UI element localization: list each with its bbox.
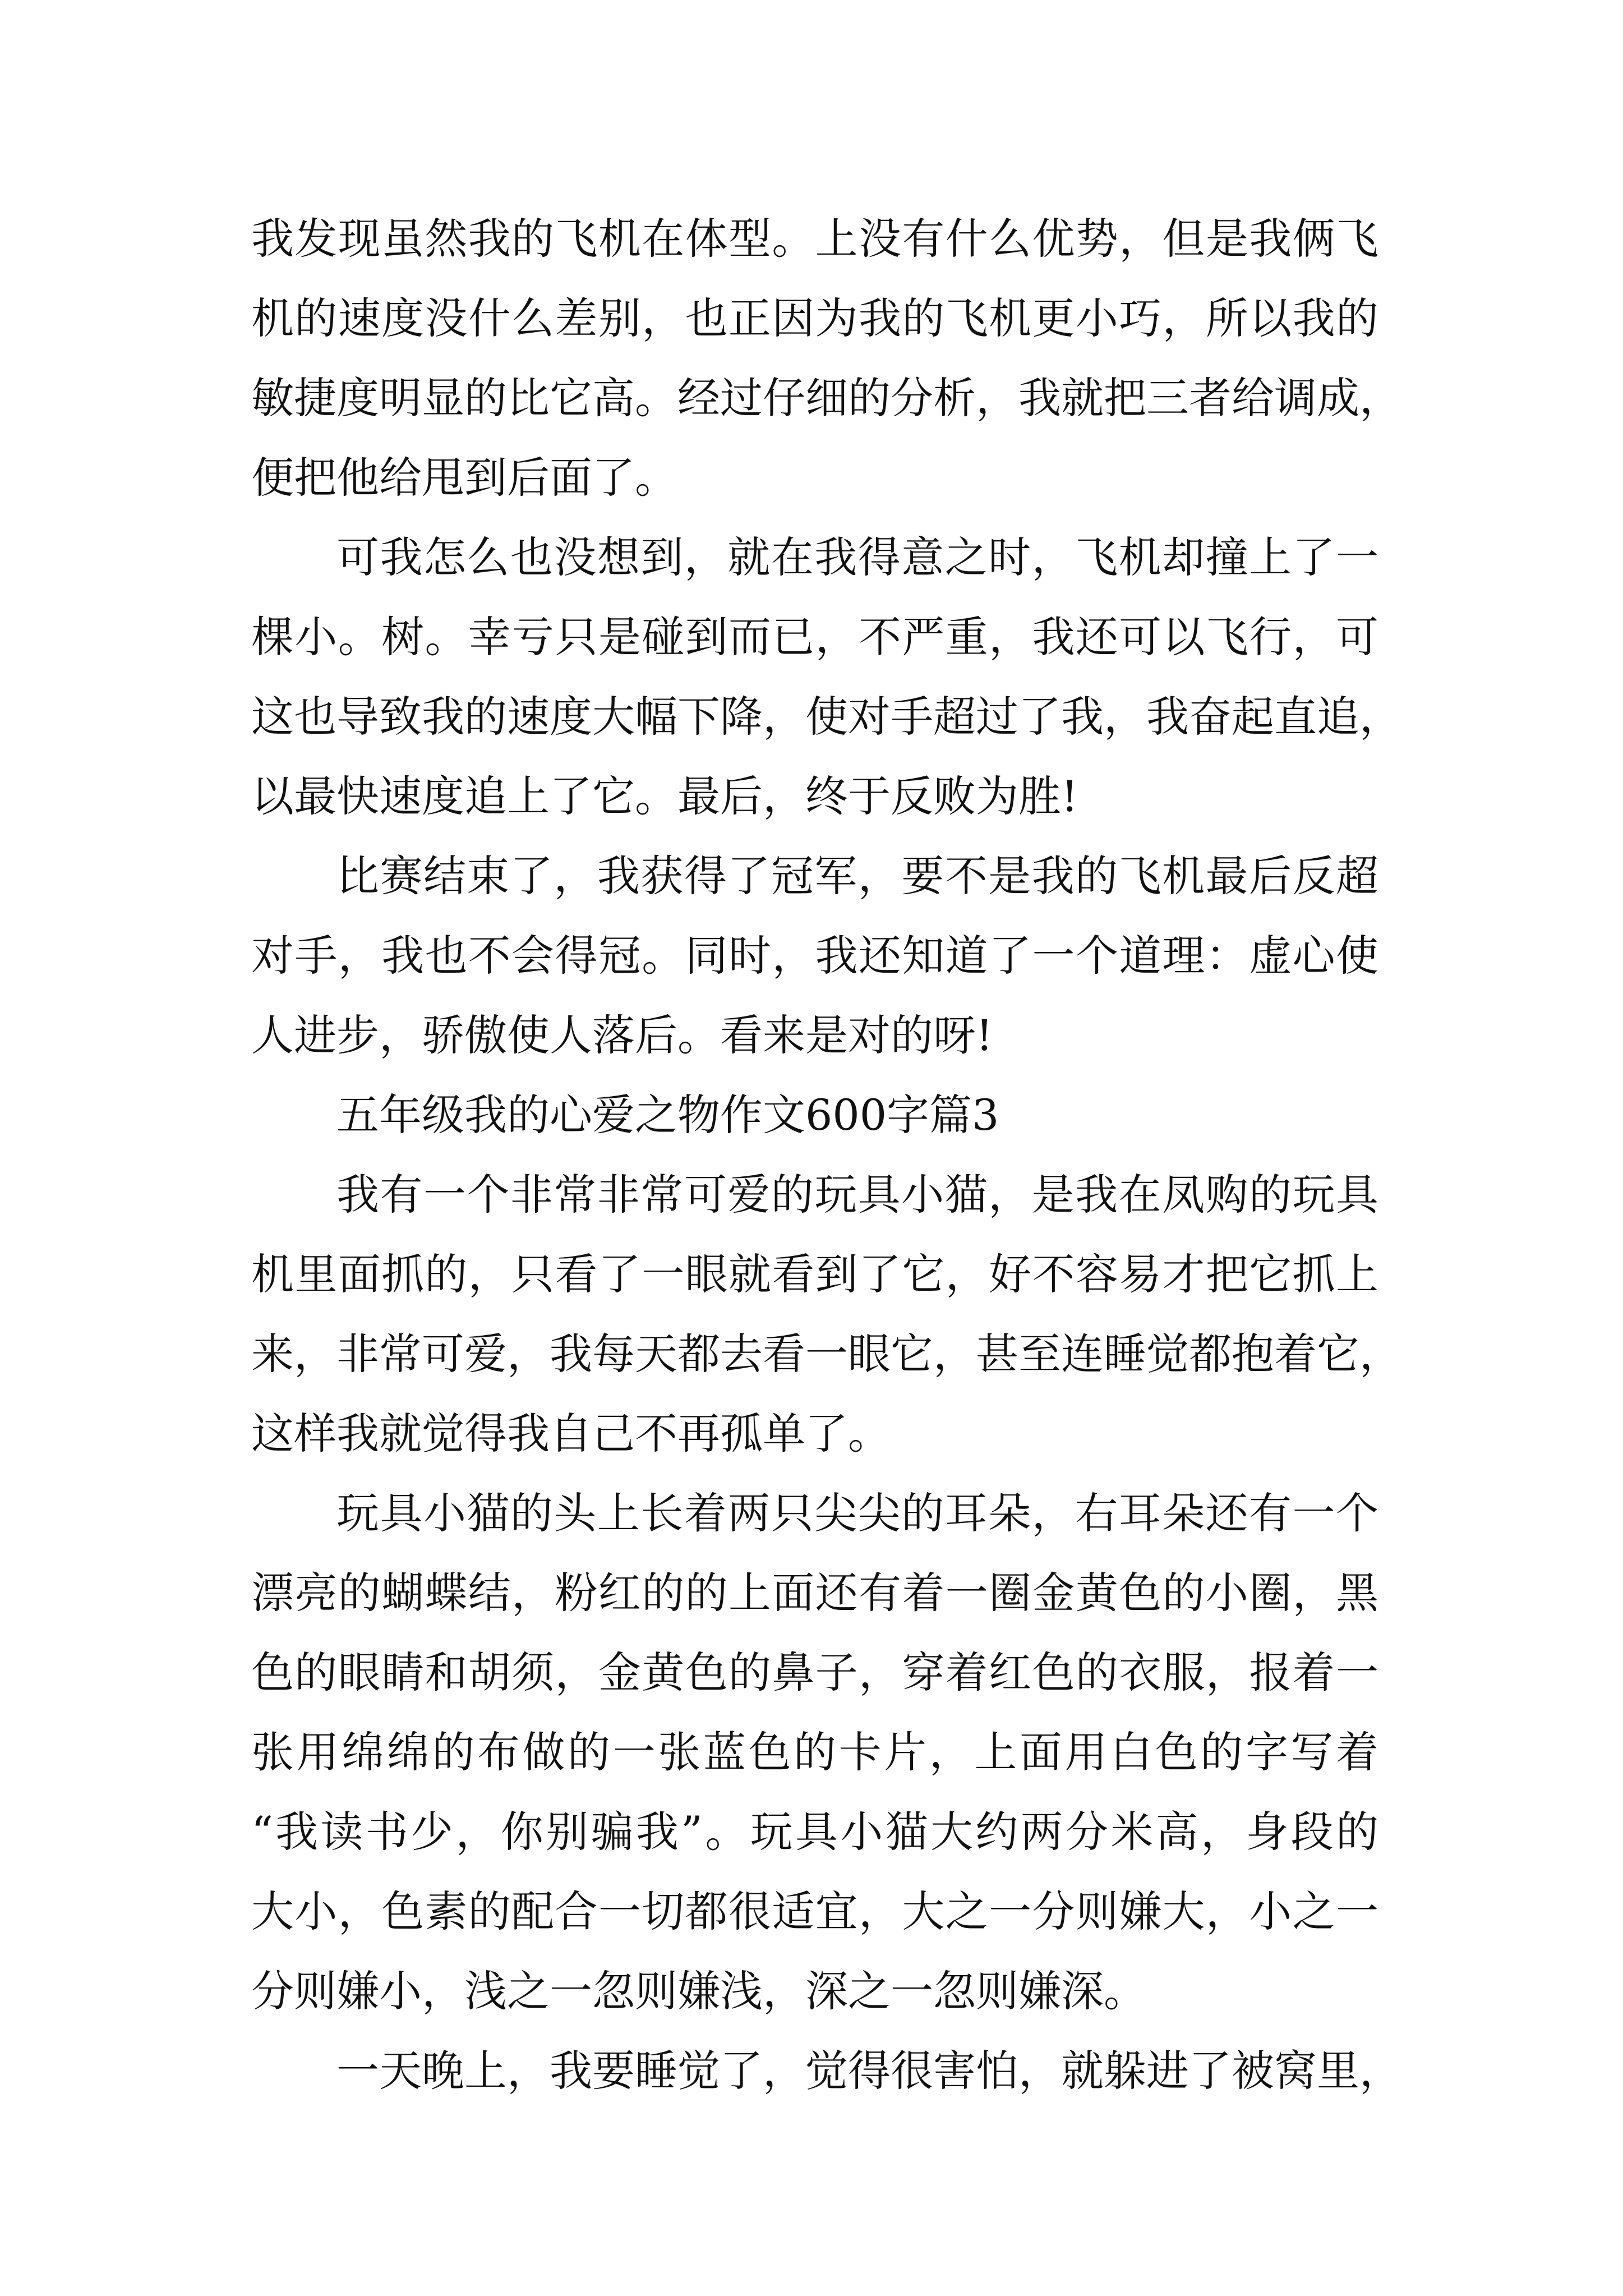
paragraph xyxy=(251,1474,1378,2031)
text-line: “我读书少，你别骗我”。玩具小猫大约两分米高，身段的 xyxy=(251,1807,1378,1857)
document-body xyxy=(251,199,1402,2111)
paragraph xyxy=(251,199,1402,518)
text-line: 可我怎么也没想到，就在我得意之时，飞机却撞上了一 xyxy=(336,532,1378,582)
text-line: 以最快速度追上了它。最后，终于反败为胜! xyxy=(251,771,1078,821)
text-line: 大小，色素的配合一切都很适宜，大之一分则嫌大，小之一 xyxy=(251,1887,1378,1936)
text-line: 一天晚上，我要睡觉了，觉得很害怕，就躲进了被窝里， xyxy=(336,2046,1402,2096)
text-line: 敏捷度明显的比它高。经过仔细的分析，我就把三者给调成， xyxy=(251,373,1402,423)
text-line: 我发现虽然我的飞机在体型。上没有什么优势，但是我俩飞 xyxy=(251,214,1378,264)
text-line: 机的速度没什么差别，也正因为我的飞机更小巧，所以我的 xyxy=(251,293,1378,343)
paragraph xyxy=(251,1155,1402,1474)
text-line: 机里面抓的，只看了一眼就看到了它，好不容易才把它抓上 xyxy=(251,1249,1378,1299)
text-line: 玩具小猫的头上长着两只尖尖的耳朵，右耳朵还有一个 xyxy=(336,1488,1378,1538)
text-line: 张用绵绵的布做的一张蓝色的卡片，上面用白色的字写着 xyxy=(251,1727,1378,1777)
paragraph xyxy=(251,518,1402,836)
text-line: 这样我就觉得我自己不再孤单了。 xyxy=(251,1409,891,1458)
text-line: 我有一个非常非常可爱的玩具小猫，是我在凤购的玩具 xyxy=(336,1170,1378,1220)
text-line: 对手，我也不会得冠。同时，我还知道了一个道理：虚心使 xyxy=(251,931,1378,981)
text-line: 比赛结束了，我获得了冠军，要不是我的飞机最后反超 xyxy=(336,851,1378,901)
text-line: 便把他给甩到后面了。 xyxy=(251,453,677,503)
text-line: 分则嫌小，浅之一忽则嫌浅，深之一忽则嫌深。 xyxy=(251,1966,1146,2016)
paragraph xyxy=(251,2031,1402,2111)
text-line: 漂亮的蝴蝶结，粉红的的上面还有着一圈金黄色的小圈，黑 xyxy=(251,1568,1378,1618)
text-line: 色的眼睛和胡须，金黄色的鼻子，穿着红色的衣服，报着一 xyxy=(251,1648,1378,1697)
section-heading: 五年级我的心爱之物作文600字篇3 xyxy=(336,1090,999,1140)
text-line: 来，非常可爱，我每天都去看一眼它，甚至连睡觉都抱着它， xyxy=(251,1329,1402,1379)
paragraph xyxy=(251,836,1378,1075)
text-line: 人进步，骄傲使人落后。看来是对的呀! xyxy=(251,1010,993,1060)
text-line: 棵小。树。幸亏只是碰到而已，不严重，我还可以飞行，可 xyxy=(251,612,1378,662)
text-line: 这也导致我的速度大幅下降，使对手超过了我，我奋起直追， xyxy=(251,692,1402,742)
